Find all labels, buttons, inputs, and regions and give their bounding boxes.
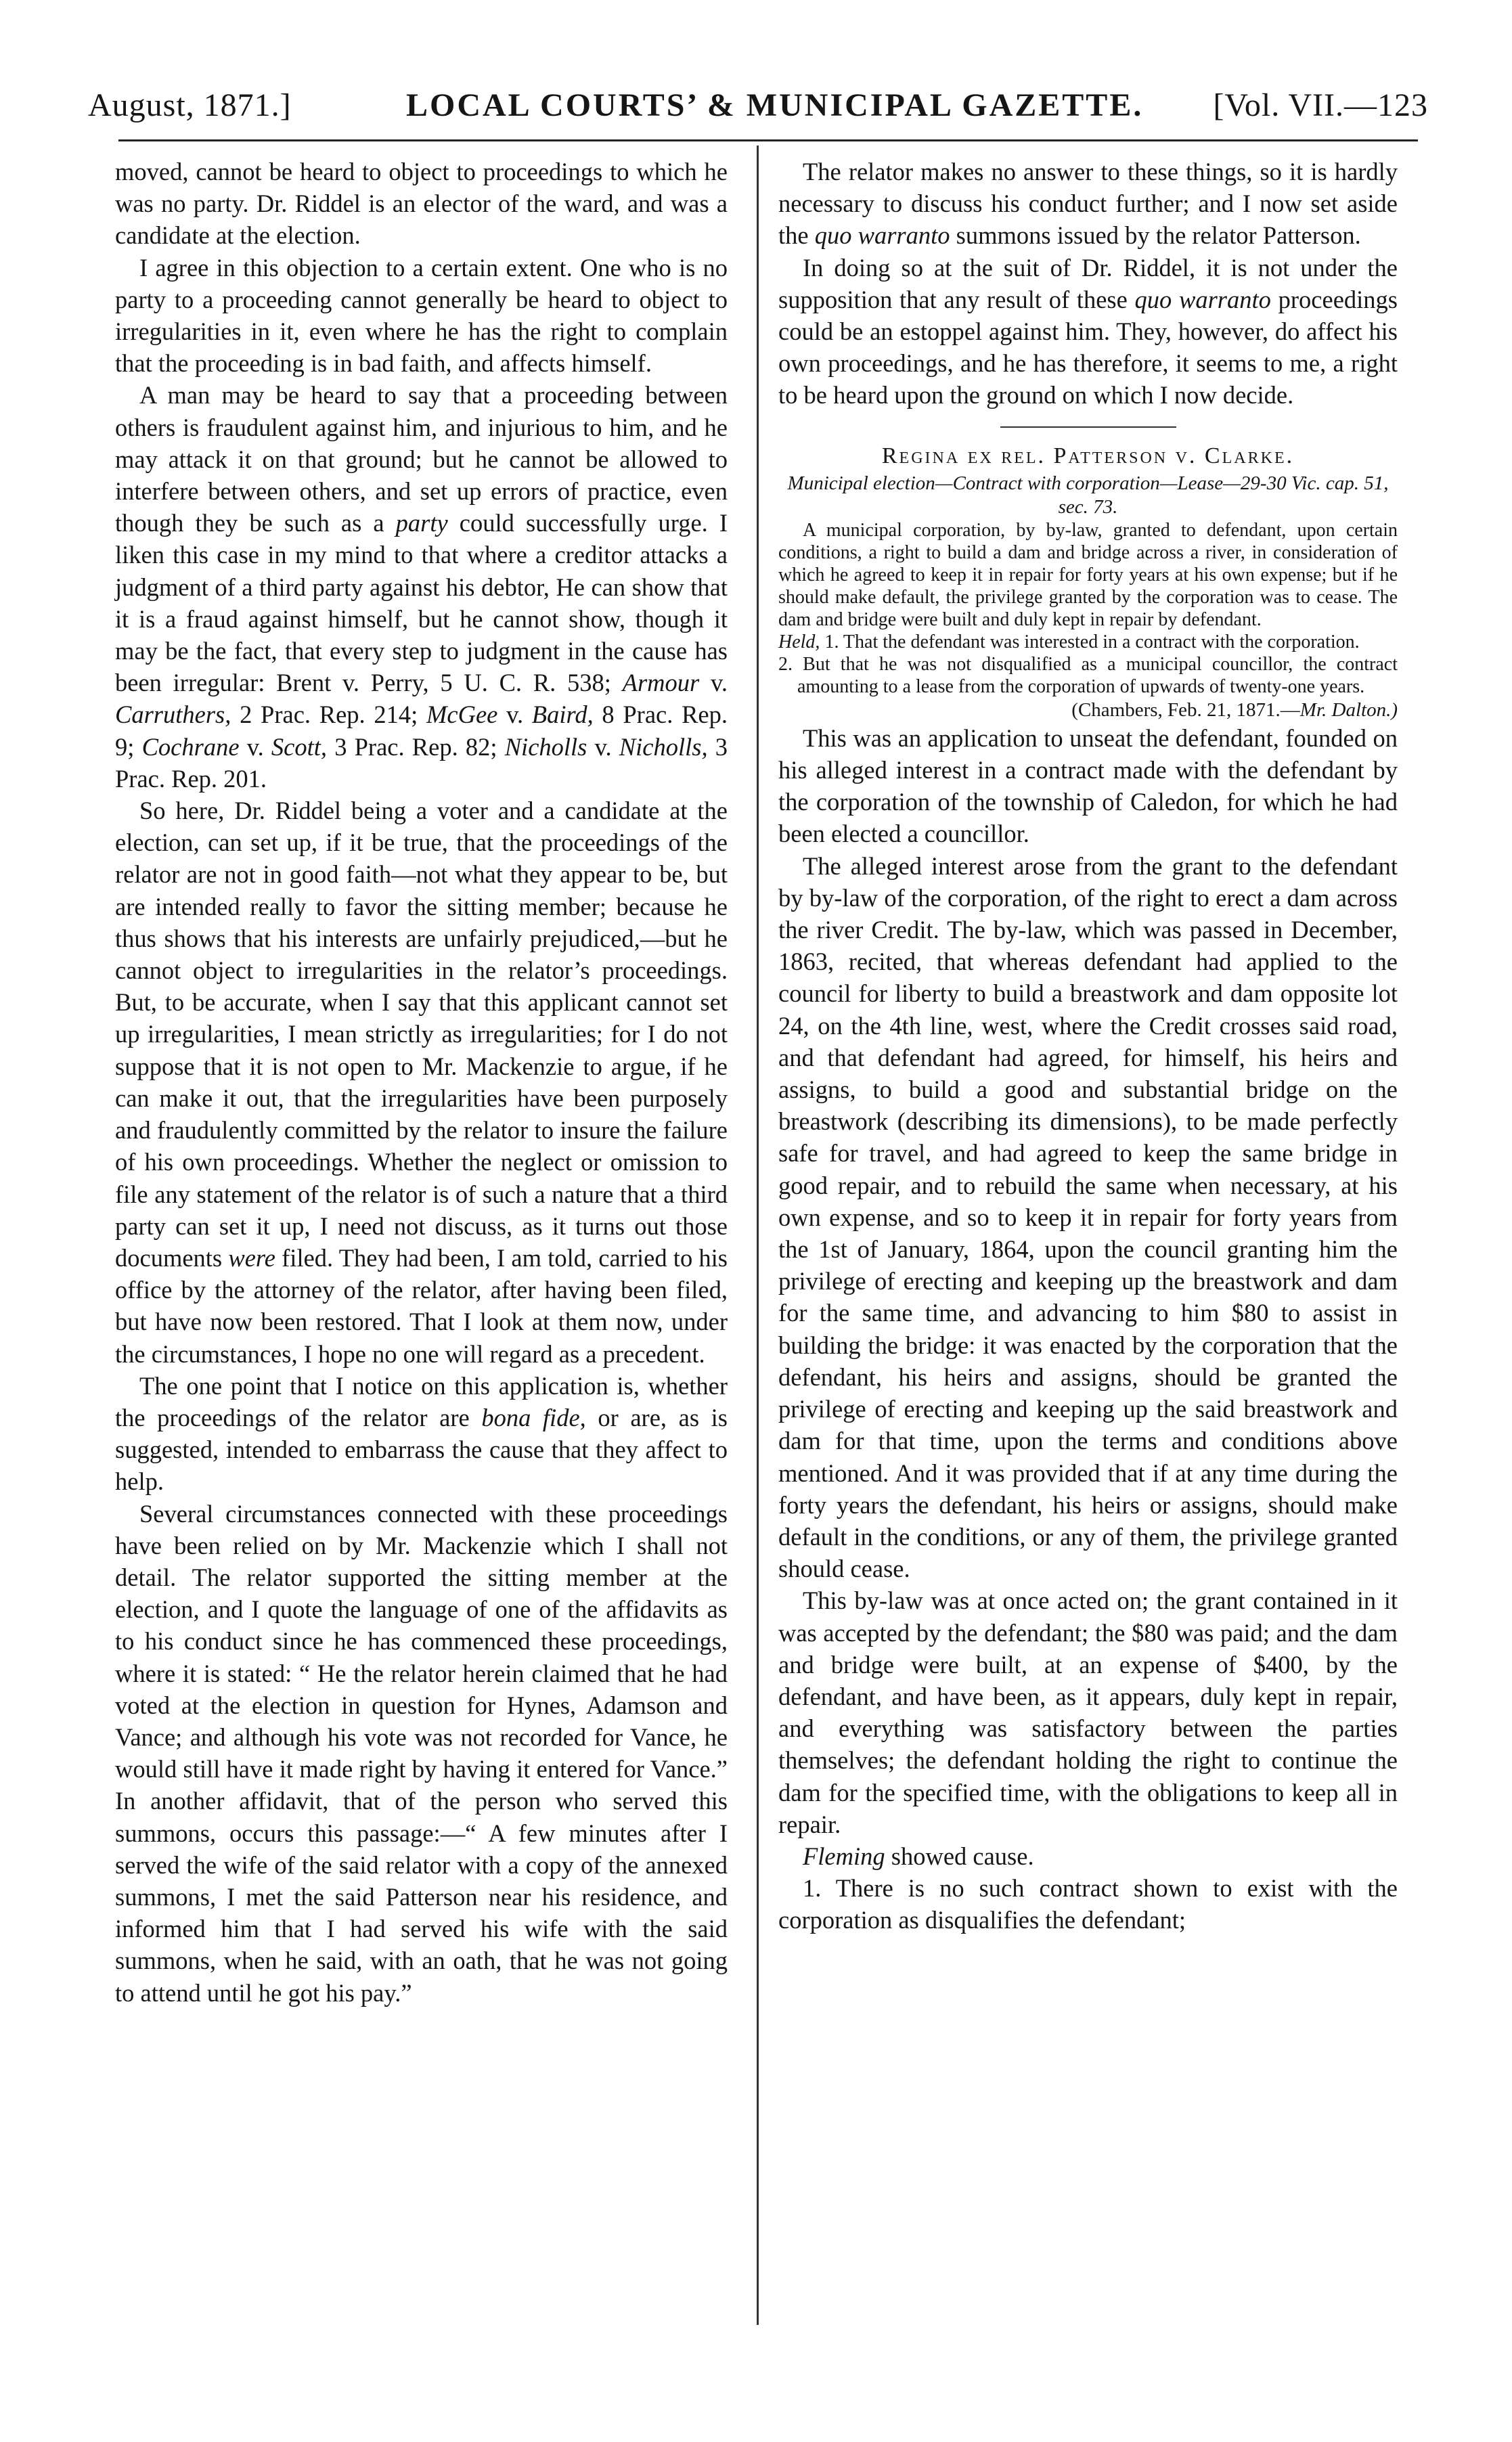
paragraph: Several circumstances connected with these proceedings have been relied on by Mr. Mackenzie which I shall not detail. The relator supported the sitting member at the election, and I quote the language of one of the affidavits as to his conduct since he has commenced these proceedings, where it is stated: “ He the relator herein claimed that he had voted at the election in question for Hynes, Adamson and Vance; and although his vote was not recorded for Vance, he would still have it made right by having it entered for Vance.” In another affidavit, that of the person who served this summons, occurs this passage:—“ A few minutes after I served the wife of the said relator with a copy of the annexed summons, I met the said Patterson near his residence, and informed him that I had served his wife with the said summons, when he said, with an oath, that he was not going to attend until he got his pay.” (115, 1499, 728, 2007)
right-column (778, 156, 1398, 1936)
paragraph: The one point that I notice on this application is, whether the proceedings of the relator are bona fide, or are, as is suggested, intended to embarrass the cause that they affect to help. (115, 1371, 728, 1496)
case-title: Regina ex rel. Patterson v. Clarke. (881, 443, 1295, 468)
headnote-held: Held, 1. That the defendant was interested in a contract with the corporation. 2. But that he was not disqualified as a municipal councillor, the contract amounting to a lease from the corporation of upwards of twenty-one years. (778, 631, 1398, 697)
header-volume: [Vol. VII.—123 (1213, 87, 1428, 123)
paragraph: This by-law was at once acted on; the grant contained in it was accepted by the defendant; the $80 was paid; and the dam and bridge were built, at an expense of $400, by the defendant, and have been, as it appears, duly kept in repair, and everything was satisfactory between the parties themselves; the defendant holding the right to continue the dam for the specified time, with the obligations to keep all in repair. (778, 1586, 1398, 1838)
header-date: August, 1871.] (88, 87, 292, 123)
header-title: LOCAL COURTS’ & MUNICIPAL GAZETTE. (406, 87, 1144, 123)
header-rule (118, 139, 1418, 141)
paragraph: In doing so at the suit of Dr. Riddel, it is not under the supposition that any result of these quo warranto proceedings could be an estoppel against him. They, however, do affect his own proceedings, and he has therefore, it seems to me, a right to be heard upon the ground on which I now decide. (778, 253, 1398, 409)
headnote-subject: Municipal election—Contract with corporation—Lease—29-30 Vic. cap. 51, sec. 73. (787, 472, 1389, 518)
held-label: Held, (778, 631, 820, 652)
section-rule (1000, 426, 1176, 428)
paragraph: 1. There is no such contract shown to exist with the corporation as disqualifies the defendant; (778, 1874, 1398, 1934)
paragraph: Fleming showed cause. (803, 1842, 1034, 1870)
left-column (115, 156, 728, 2009)
running-header (88, 87, 1428, 134)
paragraph: A man may be heard to say that a proceeding between others is fraudulent against him, and injurious to him, and he may attack it on that ground; but he cannot be allowed to interfere between others, and set up errors of practice, even though they be such as a party could successfully urge. I liken this case in my mind to that where a creditor attacks a judgment of a third party against his debtor, He can show that it is a fraud against himself, but he cannot show, though it may be the fact, that every step to judgment in the cause has been irregular: Brent v. Perry, 5 U. C. R. 538; Armour v. Carruthers, 2 Prac. Rep. 214; McGee v. Baird, 8 Prac. Rep. 9; Cochrane v. Scott, 3 Prac. Rep. 82; Nicholls v. Nicholls, 3 Prac. Rep. 201. (115, 381, 728, 793)
headnote-body: A municipal corporation, by by-law, granted to defendant, upon certain conditions, a right to build a dam and bridge across a river, in consideration of which he agreed to keep it in repair for forty years at his own expense; but if he should make default, the privilege granted by the corporation was to cease. The dam and bridge were built and duly kept in repair by defendant. (778, 519, 1398, 630)
paragraph: moved, cannot be heard to object to proceedings to which he was no party. Dr. Riddel is an elector of the ward, and was a candidate at the election. (115, 158, 728, 250)
paragraph: So here, Dr. Riddel being a voter and a candidate at the election, can set up, if it be true, that the proceedings of the relator are not in good faith—not what they appear to be, but are intended really to favor the sitting member; because he thus shows that his interests are unfairly prejudiced,—but he cannot object to irregularities in the relator’s proceedings. But, to be accurate, when I say that this applicant cannot set up irregularities, I mean strictly as irregularities; for I do not suppose that it is not open to Mr. Mackenzie to argue, if he can make it out, that the irregularities have been purposely and fraudulently committed by the relator to insure the failure of his own proceedings. Whether the neglect or omission to file any statement of the relator is of such a nature that a third party can set it up, I need not discuss, as it turns out those documents were filed. They had been, I am told, carried to his office by the attorney of the relator, after having been filed, but have now been restored. That I look at them now, under the circumstances, I hope no one will regard as a precedent. (115, 797, 728, 1368)
paragraph: The relator makes no answer to these things, so it is hardly necessary to discuss his conduct further; and I now set aside the quo warranto summons issued by the relator Patterson. (778, 158, 1398, 250)
column-divider (757, 146, 759, 2325)
paragraph: I agree in this objection to a certain extent. One who is no party to a proceeding cannot generally be heard to object to irregularities in it, even where he has the right to complain that the proceeding is in bad faith, and affects himself. (115, 253, 728, 378)
paragraph: The alleged interest arose from the grant to the defendant by by-law of the corporation, of the right to erect a dam across the river Credit. The by-law, which was passed in December, 1863, recited, that whereas defendant had applied to the council for liberty to build a breastwork and dam opposite lot 24, on the 4th line, west, where the Credit crosses said road, and that defendant had agreed, for himself, his heirs and assigns, to build a good and substantial bridge on the breastwork (describing its dimensions), to be made perfectly safe for travel, and had agreed to keep the same bridge in good repair, and to rebuild the same when necessary, at his own expense, and so to keep it in repair for forty years from the 1st of January, 1864, upon the council granting him the privilege of erecting and keeping up the breastwork and dam for the same time, and advancing to him $80 to assist in building the bridge: it was enacted by the corporation that the defendant, his heirs and assigns, should be granted the privilege of erecting and keeping up the said breastwork and dam for that time, upon the terms and conditions above mentioned. And it was provided that if at any time during the forty years the defendant, his heirs or assigns, should make default in the conditions, or any of them, the privilege granted should cease. (778, 851, 1398, 1583)
case-citation: (Chambers, Feb. 21, 1871.—Mr. Dalton.) (1071, 698, 1398, 721)
paragraph: This was an application to unseat the defendant, founded on his alleged interest in a contract made with the defendant by the corporation of the township of Caledon, for which he had been elected a councillor. (778, 724, 1398, 848)
